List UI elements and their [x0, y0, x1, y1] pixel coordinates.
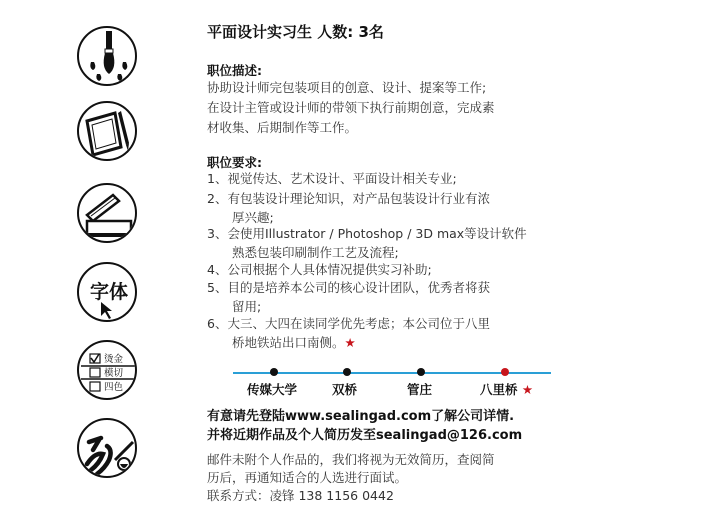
font-glyphs: 字体 — [89, 281, 129, 303]
description-heading: 职位描述: — [207, 63, 262, 78]
scanner-icon — [77, 183, 137, 243]
font-typography-icon — [77, 262, 137, 322]
station-star-icon: ★ — [521, 382, 534, 397]
station-dot-highlight — [501, 368, 509, 376]
note-line: 历后，再通知适合的人选进行面试。 — [207, 470, 408, 485]
location-star-icon: ★ — [344, 335, 356, 350]
requirement-item: 留用; — [232, 299, 262, 314]
brush-ink-icon — [77, 26, 137, 86]
job-title: 平面设计实习生 人数: 3名 — [207, 23, 384, 41]
contact-website-line: 有意请先登陆www.sealingad.com了解公司详情. — [207, 409, 515, 424]
requirement-item: 6、大三、大四在读同学优先考虑；本公司位于八里 — [207, 316, 490, 331]
description-text — [207, 78, 542, 138]
requirement-item: 3、会使用Illustrator / Photoshop / 3D max等设计软件 — [207, 225, 527, 241]
station-dot — [417, 368, 425, 376]
description-line: 在设计主管或设计师的带领下执行前期创意，完成素 — [207, 100, 495, 115]
note-line: 邮件未附个人作品的，我们将视为无效简历，查阅简 — [207, 452, 495, 467]
requirement-item: 1、视觉传达、艺术设计、平面设计相关专业; — [207, 171, 457, 186]
station-label-highlight — [480, 380, 533, 398]
calligraphy-brush-icon — [77, 418, 137, 478]
requirement-item: 熟悉包装印刷制作工艺及流程; — [232, 245, 399, 260]
contact-email-line: 并将近期作品及个人简历发至sealingad@126.com — [207, 428, 523, 443]
checklist-item-2: 模切 — [104, 368, 124, 379]
station-label: 管庄 — [407, 382, 433, 397]
requirements-heading: 职位要求: — [207, 155, 262, 170]
station-dot — [270, 368, 278, 376]
description-line: 协助设计师完包装项目的创意、设计、提案等工作; — [207, 80, 487, 95]
station-dot — [343, 368, 351, 376]
station-label: 双桥 — [332, 382, 358, 397]
requirement-item: 2、有包装设计理论知识，对产品包装设计行业有浓 — [207, 190, 490, 206]
requirement-item: 厚兴趣; — [232, 210, 274, 225]
requirement-item: 4、公司根据个人具体情况提供实习补助; — [207, 262, 432, 277]
requirement-item: 5、目的是培养本公司的核心设计团队，优秀者将获 — [207, 280, 490, 295]
metro-line-map — [233, 362, 551, 396]
checklist-item-3: 四色 — [104, 382, 124, 393]
checklist-item-1: 烫金 — [104, 354, 124, 365]
requirement-item-last — [232, 333, 356, 353]
requirement-item: 桥地铁站出口南侧。 — [232, 335, 345, 350]
station-label: 传媒大学 — [247, 382, 298, 397]
tablet-pen-icon — [77, 101, 137, 161]
description-line: 材收集、后期制作等工作。 — [207, 120, 358, 135]
print-finish-checklist-icon — [77, 340, 137, 400]
contact-phone: 联系方式：凌锋 138 1156 0442 — [207, 488, 394, 503]
station-name: 八里桥 — [480, 382, 518, 397]
